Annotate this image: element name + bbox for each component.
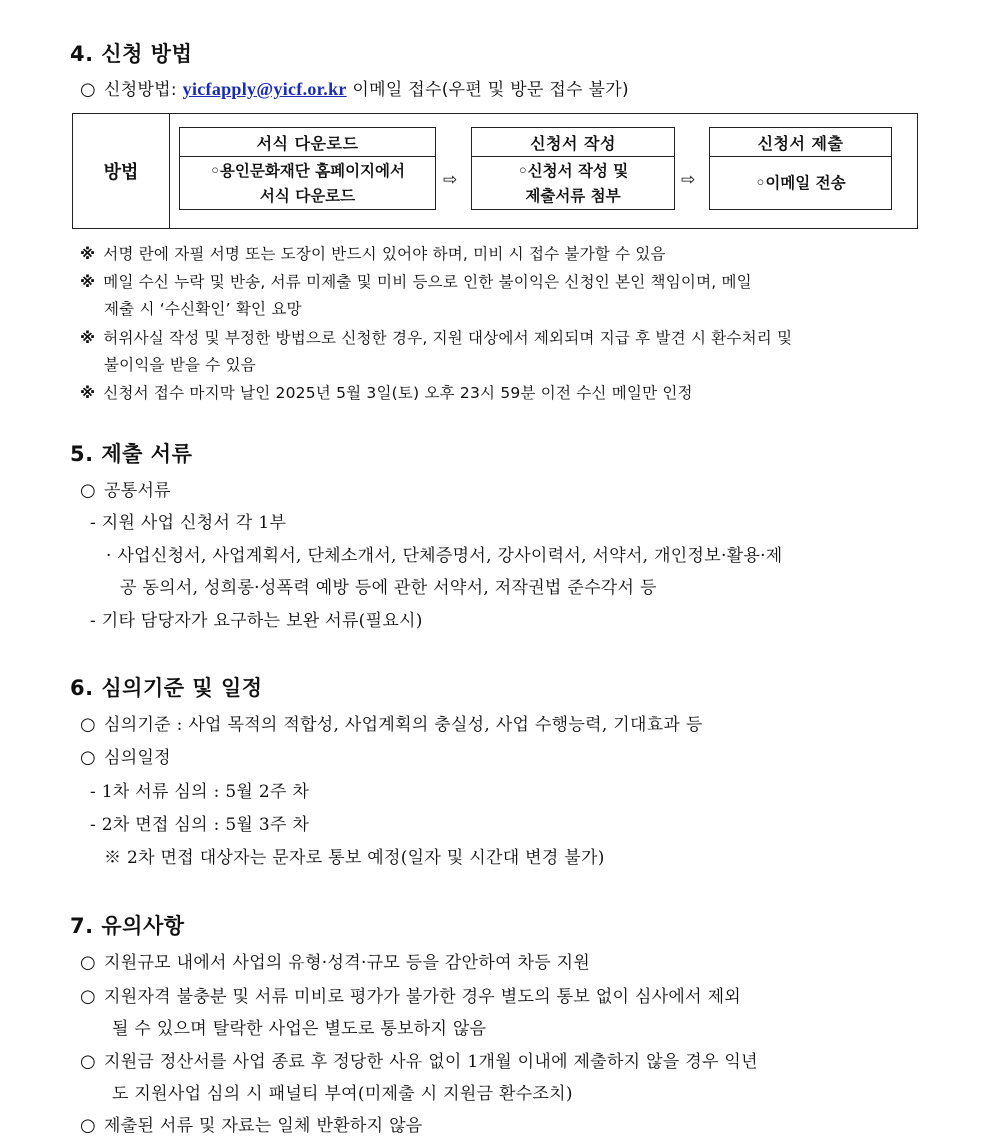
bullet-circle: ○ xyxy=(80,1115,97,1136)
caution-item: ○ 지원규모 내에서 사업의 유형·성격·규모 등을 감안하여 차등 지원 xyxy=(80,952,591,973)
criteria-line: ○ 심의기준 : 사업 목적의 적합성, 사업계획의 충실성, 사업 수행능력, 기대효과 등 xyxy=(80,714,703,735)
schedule-note: ※ 2차 면접 대상자는 문자로 통보 예정(일자 및 시간대 변경 불가) xyxy=(104,848,605,868)
step-title: 서식 다운로드 xyxy=(180,128,435,157)
step-title: 신청서 제출 xyxy=(710,128,891,157)
email-link[interactable]: yicfapply@yicf.or.kr xyxy=(182,79,347,99)
step-body xyxy=(180,157,435,210)
step-download xyxy=(179,127,436,210)
common-docs-line: ○ 공통서류 xyxy=(80,480,171,501)
section-6-heading: 6. 심의기준 및 일정 xyxy=(70,676,263,700)
caution-item-cont: 도 지원사업 심의 시 패널티 부여(미제출 시 지원금 환수조치) xyxy=(112,1084,573,1104)
schedule-line: ○ 심의일정 xyxy=(80,747,171,768)
step-title: 신청서 작성 xyxy=(472,128,674,157)
note-line: 불이익을 받을 수 있음 xyxy=(104,356,256,374)
apply-suffix: 이메일 접수(우편 및 방문 접수 불가) xyxy=(346,80,629,100)
doc-item-detail: · 사업신청서, 사업계획서, 단체소개서, 단체증명서, 강사이력서, 서약서, 개인정보·활용·제 xyxy=(106,546,783,566)
step-line: 제출서류 첨부 xyxy=(525,186,621,205)
note-line: ※ 메일 수신 누락 및 반송, 서류 미제출 및 미비 등으로 인한 불이익은 신청인 본인 책임이며, 메일 xyxy=(80,273,752,291)
bullet-circle: ○ xyxy=(80,480,97,501)
section-7-heading: 7. 유의사항 xyxy=(70,914,185,938)
arrow-icon: ⇨ xyxy=(681,170,696,190)
reference-mark: ※ xyxy=(80,245,96,263)
step-submit xyxy=(709,127,892,210)
section-4-heading: 4. 신청 방법 xyxy=(70,42,193,66)
bullet-circle: ○ xyxy=(80,1051,97,1072)
step-write xyxy=(471,127,675,210)
bullet-circle: ○ xyxy=(80,952,97,973)
method-table xyxy=(72,113,918,229)
note-line: 제출 시 ‘수신확인’ 확인 요망 xyxy=(104,300,302,318)
reference-mark: ※ xyxy=(80,273,96,291)
caution-item: ○ 지원자격 불충분 및 서류 미비로 평가가 불가한 경우 별도의 통보 없이 심사에서 제외 xyxy=(80,986,742,1007)
step-body xyxy=(472,157,674,210)
doc-item: - 기타 담당자가 요구하는 보완 서류(필요시) xyxy=(90,611,423,631)
schedule-item: - 2차 면접 심의 : 5월 3주 차 xyxy=(90,815,310,835)
caution-item: ○ 제출된 서류 및 자료는 일체 반환하지 않음 xyxy=(80,1115,423,1136)
bullet-circle: ○ xyxy=(80,747,97,768)
reference-mark: ※ xyxy=(80,329,96,347)
step-line: ◦용인문화재단 홈페이지에서 xyxy=(210,161,405,180)
step-line: 서식 다운로드 xyxy=(259,186,356,205)
note-line: ※ 허위사실 작성 및 부정한 방법으로 신청한 경우, 지원 대상에서 제외되며 지급 후 발견 시 환수처리 및 xyxy=(80,329,793,347)
step-body xyxy=(710,157,891,210)
apply-prefix: 신청방법: xyxy=(104,80,183,100)
schedule-item: - 1차 서류 심의 : 5월 2주 차 xyxy=(90,782,310,802)
arrow-icon: ⇨ xyxy=(443,170,458,190)
caution-item: ○ 지원금 정산서를 사업 종료 후 정당한 사유 없이 1개월 이내에 제출하지 않을 경우 익년 xyxy=(80,1051,758,1072)
doc-item-detail: 공 동의서, 성희롱·성폭력 예방 등에 관한 서약서, 저작권법 준수각서 등 xyxy=(120,578,657,598)
note-line: ※ 신청서 접수 마지막 날인 2025년 5월 3일(토) 오후 23시 59분 이전 수신 메일만 인정 xyxy=(80,384,693,402)
step-line: ◦이메일 전송 xyxy=(755,174,846,192)
section-5-heading: 5. 제출 서류 xyxy=(70,442,193,466)
bullet-circle: ○ xyxy=(80,79,97,100)
doc-item: - 지원 사업 신청서 각 1부 xyxy=(90,513,287,533)
caution-item-cont: 될 수 있으며 탈락한 사업은 별도로 통보하지 않음 xyxy=(112,1019,487,1039)
bullet-circle: ○ xyxy=(80,714,97,735)
note-line: ※ 서명 란에 자필 서명 또는 도장이 반드시 있어야 하며, 미비 시 접수 불가할 수 있음 xyxy=(80,245,666,263)
apply-method-line xyxy=(80,75,629,100)
reference-mark: ※ xyxy=(80,384,96,402)
method-label: 방법 xyxy=(73,114,170,228)
step-line: ◦신청서 작성 및 xyxy=(517,161,629,180)
bullet-circle: ○ xyxy=(80,986,97,1007)
